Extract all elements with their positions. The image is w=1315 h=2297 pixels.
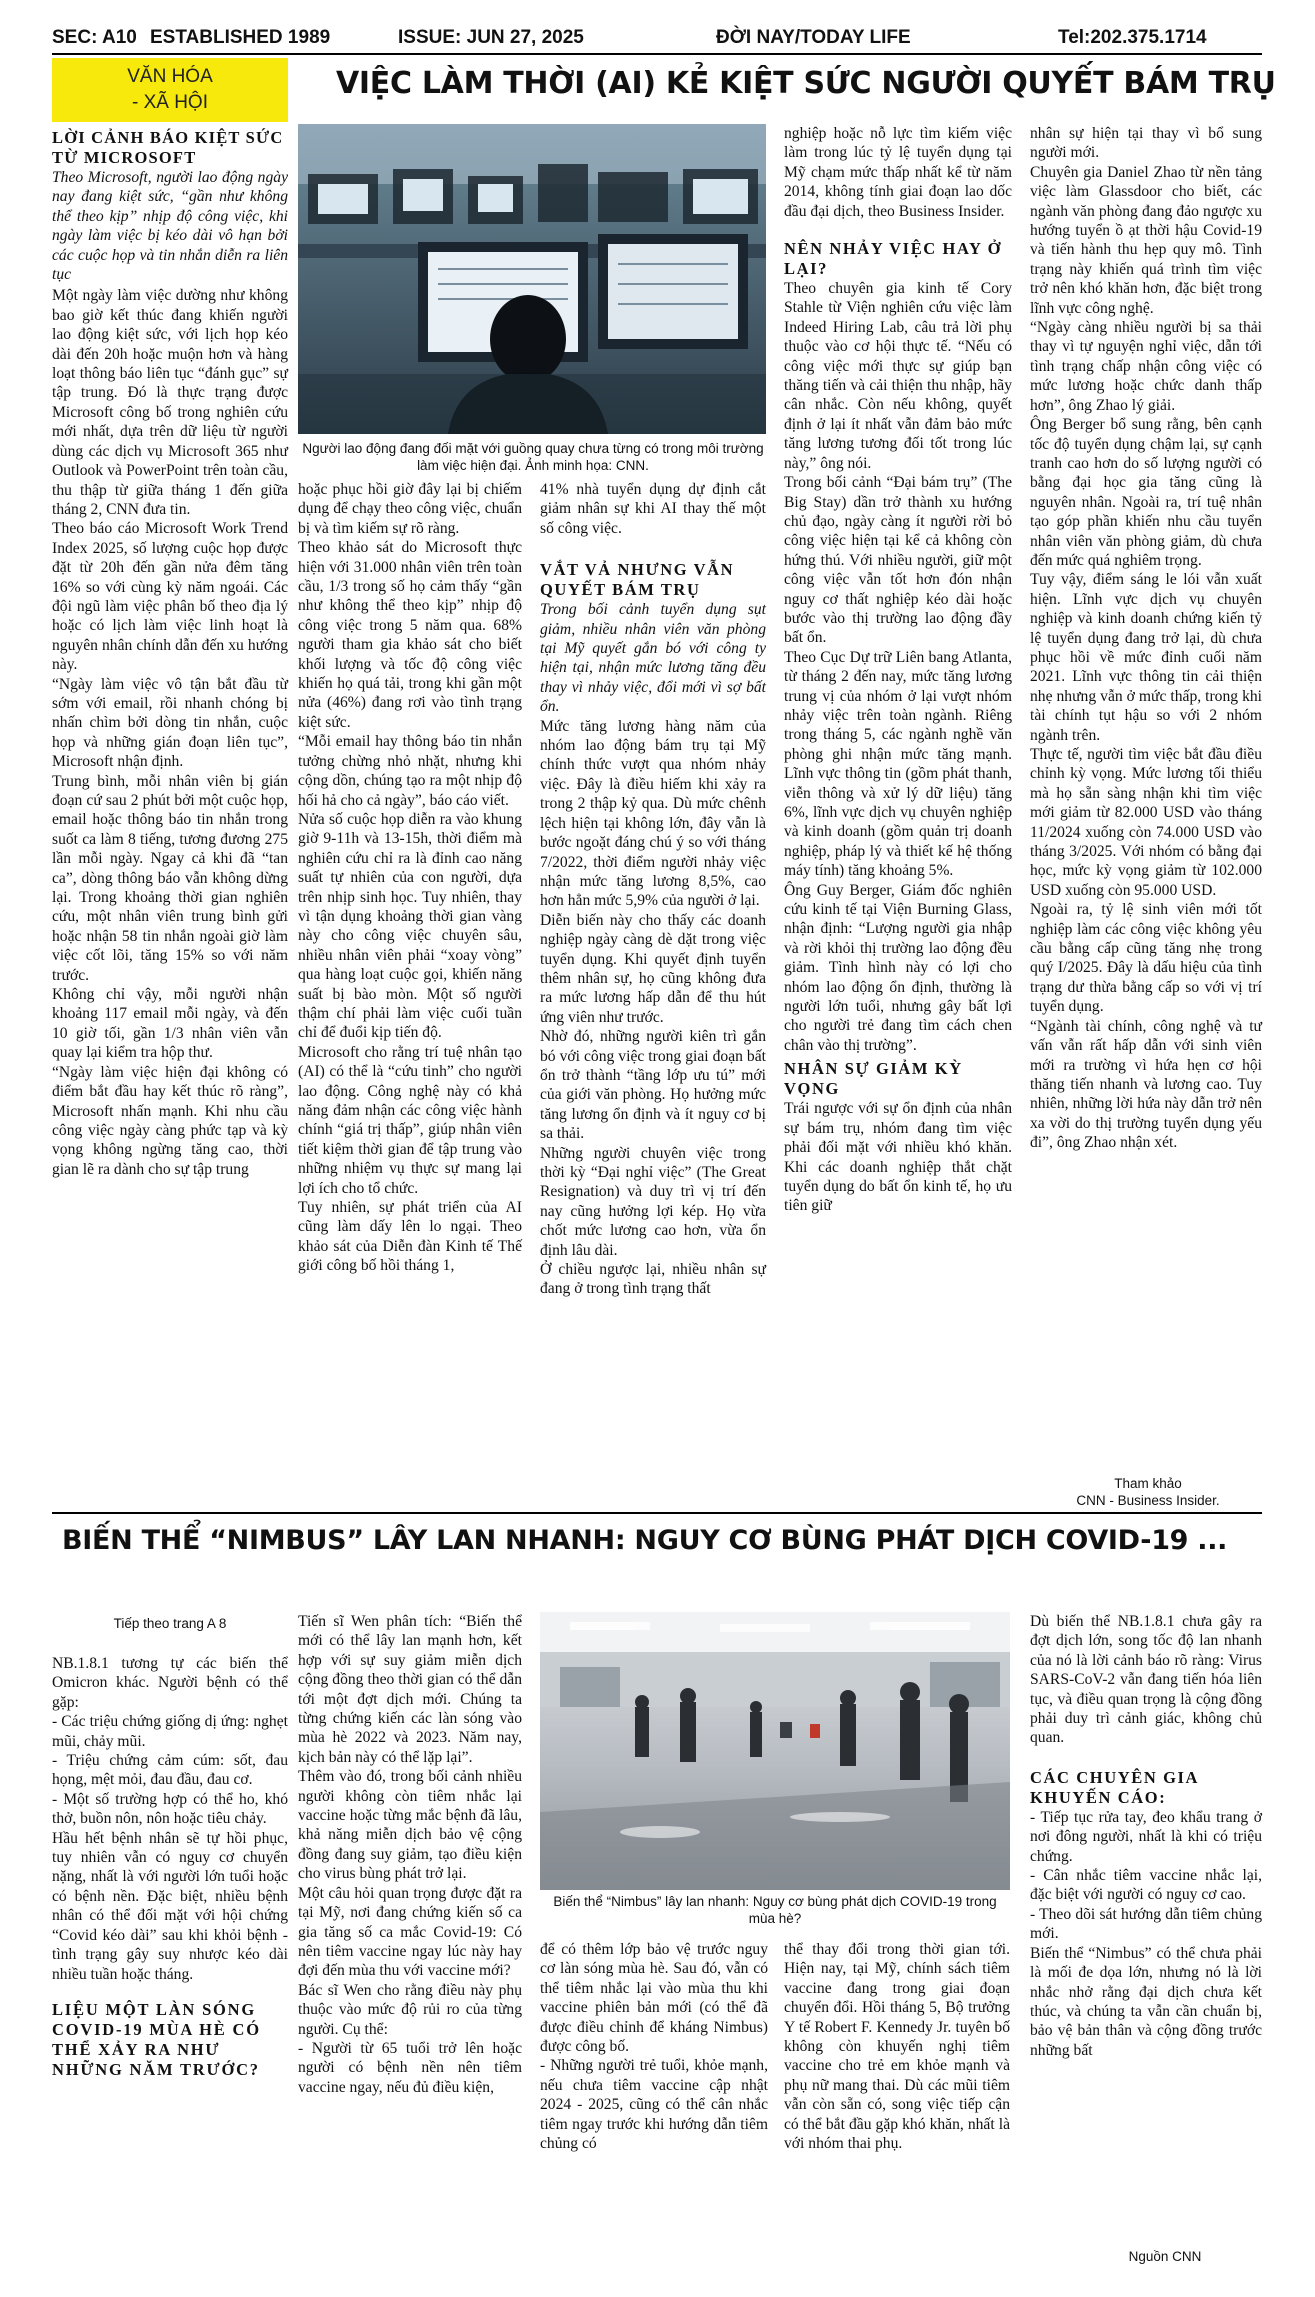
subhead-bam-tru: VẮT VẢ NHƯNG VẪN QUYẾT BÁM TRỤ [540, 560, 735, 600]
paragraph: “Ngày làm việc hiện đại không có điểm bắt đầu hay kết thúc rõ ràng”, Microsoft nhấn mạnh. Khi nhu cầu công việc ngày càng phức tạp và kỳ vọng không ngừng tăng cao, thời gian lẽ ra dành cho sự tập trung [52, 1063, 288, 1178]
paragraph: “Ngày càng nhiều người bị sa thải thay vì tự nguyện nghỉ việc, dẫn tới tình trạng chấp nhận công việc có mức lương hoặc chức danh thấp hơn”, ông Zhao lý giải. [1030, 319, 1262, 414]
paragraph: - Người từ 65 tuổi trở lên hoặc người có bệnh nền nên tiêm vaccine ngay, nếu đủ điều kiện, [298, 2039, 522, 2096]
paragraph: Diễn biến này cho thấy các doanh nghiệp ngày càng dè dặt trong việc tuyển dụng. Khi quyết định tuyển thêm nhân sự, họ cũng không đưa ra mức lương hấp dẫn để thu hút ứng viên như trước. [540, 911, 766, 1026]
paragraph: Nửa số cuộc họp diễn ra vào khung giờ 9-11h và 13-15h, thời điểm mà nghiên cứu chỉ ra là đỉnh cao năng suất tự nhiên của con người, dựa trên nhịp sinh học. Tuy nhiên, thay vì tận dụng khoảng thời gian vàng này cho công việc chuyên sâu, nhiều nhân viên phải “xoay vòng” qua hàng loạt cuộc gọi, khiến năng suất bị bào mòn. Một số người thậm chí phải làm việc cuối tuần chỉ để đuổi kịp tiến độ. [298, 810, 522, 1042]
phone-number: Tel:202.375.1714 [1058, 27, 1207, 48]
office-photo [298, 124, 766, 434]
article2-column-4 [784, 1940, 1010, 2153]
paragraph: Theo chuyên gia kinh tế Cory Stahle từ Viện nghiên cứu việc làm Indeed Hiring Lab, câu trả lời phụ thuộc vào cơ hội thực tế. “Nếu có công việc mới thực sự giúp bạn thăng tiến và cải thiện thu nhập, hãy cân nhắc. Còn nếu không, quyết định ở lại ít nhất vẫn đảm bảo mức tăng lương tương đối tốt trong lúc này,” ông nói. [784, 280, 1012, 472]
paragraph: Ngoài ra, tỷ lệ sinh viên mới tốt nghiệp làm các công việc không yêu cầu bằng cấp cũng tăng nhẹ trong quý I/2025. Đây là dấu hiệu của tình trạng dư thừa bằng cấp so với vị trí tuyển dụng. [1030, 901, 1262, 1016]
paragraph: Một câu hỏi quan trọng được đặt ra tại Mỹ, nơi đang chứng kiến số ca gia tăng số ca mắc Covid-19: Có nên tiêm vaccine ngay lúc này hay đợi đến mùa thu với vaccine mới? [298, 1884, 522, 1980]
publication-name: ĐỜI NAY/TODAY LIFE [716, 27, 911, 48]
header-rule [52, 53, 1262, 55]
source-names: CNN - Business Insider. [1076, 1493, 1220, 1508]
paragraph: Một ngày làm việc dường như không bao giờ kết thúc đang khiến người lao động kiệt sức, với lịch họp kéo dài đến 20h hoặc muộn hơn và hàng loạt thông báo liên tục “đánh gục” sự tập trung. Đó là thực trạng được Microsoft công bố trong nghiên cứu mới nhất, dựa trên dữ liệu từ người dùng các dịch vụ Microsoft 365 như Outlook và PowerPoint trên toàn cầu, thu thập từ giữa tháng 1 đến giữa tháng 2, CNN đưa tin. [52, 287, 288, 518]
paragraph: Ở chiều ngược lại, nhiều nhân sự đang ở trong tình trạng thất [540, 1261, 766, 1298]
article1-column-3 [540, 480, 766, 1299]
paragraph: Nhờ đó, những người kiên trì gắn bó với công việc trong giai đoạn bất ổn trở thành “tầng lớp ưu tú” mới của giới văn phòng. Họ hưởng mức tăng lương ổn định và ít nguy cơ bị sa thải. [540, 1028, 766, 1143]
paragraph: Trong bối cảnh “Đại bám trụ” (The Big Stay) dần trở thành xu hướng chủ đạo, ngày càng ít người rời bỏ công việc hiện tại kể cả không còn hứng thú. Với nhiều người, giữ một công việc vẫn tốt hơn đón nhận nguy cơ thất nghiệp kéo dài hoặc bước vào thị trường lao động đầy bất ổn. [784, 474, 1012, 647]
article2-photo-caption: Biến thể “Nimbus” lây lan nhanh: Nguy cơ bùng phát dịch COVID-19 trong mùa hè? [553, 1894, 997, 1926]
article1-column-5 [1030, 124, 1262, 1153]
paragraph: Ông Berger bổ sung rằng, bên cạnh tốc độ tuyển dụng chậm lại, sự cạnh tranh cao hơn do số lượng người có bằng đại học gia tăng cũng là nguyên nhân. Ngoài ra, trí tuệ nhân tạo góp phần khiến nhu cầu tuyển nhân viên văn phòng giảm, dù chưa đến mức quá nghiêm trọng. [1030, 416, 1262, 569]
paragraph: nghiệp hoặc nỗ lực tìm kiếm việc làm trong lúc tỷ lệ tuyển dụng tại Mỹ chạm mức thấp nhất kể từ năm 2014, không tính giai đoạn lao dốc đầu đại dịch, theo Business Insider. [784, 125, 1012, 220]
article2-column-5 [1030, 1612, 1262, 2060]
paragraph: Dù biến thể NB.1.8.1 chưa gây ra đợt dịch lớn, song tốc độ lan nhanh của nó là lời cảnh báo rõ ràng: Virus SARS-CoV-2 vẫn đang tiến hóa liên tục, và điều quan trọng là cộng đồng phải duy trì cảnh giác, không chủ quan. [1030, 1613, 1262, 1747]
paragraph: Microsoft cho rằng trí tuệ nhân tạo (AI) có thể là “cứu tinh” cho người lao động. Công nghệ này có khả năng đảm nhận các công việc hành chính “giá trị thấp”, giúp nhân viên tiết kiệm thời gian để tập trung vào những nhiệm vụ thực sự mang lại lợi ích cho tổ chức. [298, 1043, 522, 1197]
subhead-giam-ky-vong: NHÂN SỰ GIẢM KỲ VỌNG [784, 1059, 963, 1099]
article1-headline: VIỆC LÀM THỜI (AI) KẺ KIỆT SỨC NGƯỜI QUYẾT BÁM TRỤ [336, 66, 1276, 101]
subhead-nhay-viec: NÊN NHẢY VIỆC HAY Ở LẠI? [784, 239, 1003, 279]
paragraph: - Một số trường hợp có thể ho, khó thở, buồn nôn, nôn hoặc tiêu chảy. [52, 1790, 288, 1828]
lead-paragraph: Theo Microsoft, người lao động ngày nay đang kiệt sức, “gần như không thể theo kịp” nhịp độ công việc, khi ngày làm việc bị kéo dài vô hạn bởi các cuộc họp và tin nhắn diễn ra liên tục [52, 169, 288, 284]
paragraph: Biến thể “Nimbus” có thể chưa phải là mối đe dọa lớn, nhưng nó là lời nhắc nhở rằng đại dịch chưa kết thúc, và chúng ta vẫn cần chuẩn bị, bảo vệ bản thân và cộng đồng trước những bất [1030, 1944, 1262, 2059]
source-label: Tham khảo [1114, 1476, 1182, 1491]
paragraph: Trung bình, mỗi nhân viên bị gián đoạn cứ sau 2 phút bởi một cuộc họp, email hoặc thông báo tin nhắn trong suốt ca làm 8 tiếng, tương đương 275 lần mỗi ngày. Ngay cả khi đã “tan ca”, dòng thông báo vẫn không dừng lại. Trong khoảng thời gian nghiên cứu, một nhân viên trung bình gửi hoặc nhận 58 tin nhắn ngoài giờ làm việc cốt lõi, tăng 15% so với năm trước. [52, 772, 288, 984]
paragraph: 41% nhà tuyển dụng dự định cắt giảm nhân sự khi AI thay thế một số công việc. [540, 481, 766, 537]
established-label: ESTABLISHED 1989 [150, 27, 331, 48]
paragraph: - Triệu chứng cảm cúm: sốt, đau họng, mệt mỏi, đau đầu, đau cơ. [52, 1752, 288, 1789]
paragraph: thể thay đổi trong thời gian tới. Hiện nay, tại Mỹ, chính sách tiêm vaccine đang trong giai đoạn chuyển đổi. Hồi tháng 5, Bộ trưởng Y tế Robert F. Kennedy Jr. tuyên bố không còn khuyến nghị tiêm vaccine cho trẻ em khỏe mạnh và phụ nữ mang thai. Dù các mũi tiêm vẫn còn sẵn có, song việc tiếp cận có thể bắt đầu gặp khó khăn, nhất là với nhóm thai phụ. [784, 1941, 1010, 2153]
paragraph: - Những người trẻ tuổi, khỏe mạnh, nếu chưa tiêm vaccine cập nhật 2024 - 2025, cũng có thể cân nhắc tiêm ngay trước khi hướng dẫn tiêm chủng có [540, 2057, 768, 2153]
article2-headline: BIẾN THỂ “NIMBUS” LÂY LAN NHANH: NGUY CƠ BÙNG PHÁT DỊCH COVID-19 ... [62, 1525, 1228, 1556]
paragraph: Chuyên gia Daniel Zhao từ nền tảng việc làm Glassdoor cho biết, các ngành văn phòng đang đảo ngược xu hướng tuyển ồ ạt thời hậu Covid-19 và tiến hành thu hẹp quy mô. Tình trạng này khiến quá trình tìm việc trở nên khó khăn hơn, đặc biệt trong lĩnh vực công nghệ. [1030, 163, 1262, 317]
category-line-2: - XÃ HỘI [131, 92, 208, 113]
paragraph: Bác sĩ Wen cho rằng điều này phụ thuộc vào mức độ rủi ro của từng người. Cụ thể: [298, 1981, 522, 2038]
paragraph: Theo báo cáo Microsoft Work Trend Index 2025, số lượng cuộc họp được đặt từ 20h đến gần nửa đêm tăng 16% so với cùng kỳ năm ngoái. Các đội ngũ làm việc phân bố theo địa lý hoặc có lịch làm việc linh hoạt là nguyên nhân chính dẫn đến xu hướng này. [52, 520, 288, 674]
paragraph: Hầu hết bệnh nhân sẽ tự hồi phục, tuy nhiên vẫn có nguy cơ chuyển nặng, nhất là với người lớn tuổi hoặc có bệnh nền. Đặc biệt, nhiều bệnh nhân có thể đối mặt với hội chứng “Covid kéo dài” sau khi khỏi bệnh - tình trạng gây suy nhược kéo dài nhiều tuần hoặc tháng. [52, 1829, 288, 1983]
italic-paragraph: Trong bối cảnh tuyển dụng sụt giảm, nhiều nhân viên văn phòng tại Mỹ quyết gắn bó với công ty hiện tại, nhận mức lương tăng đều thay vì nhảy việc, đổi mới vì sợ bất ổn. [540, 601, 766, 716]
paragraph: “Mỗi email hay thông báo tin nhắn tưởng chừng nhỏ nhặt, nhưng khi cộng dồn, chúng tạo ra một nhịp độ hối hả cho cả ngày”, báo cáo viết. [298, 733, 522, 809]
article1-source [1048, 1475, 1248, 1509]
paragraph: Tiến sĩ Wen phân tích: “Biến thể mới có thể lây lan mạnh hơn, kết hợp với sự suy giảm miễn dịch cộng đồng theo thời gian có thể dẫn tới một đợt dịch mới. Chúng ta từng chứng kiến các làn sóng vào mùa hè 2022 và 2023. Năm nay, kịch bản này có thể lặp lại”. [298, 1613, 522, 1766]
airport-photo [540, 1612, 1010, 1890]
paragraph: hoặc phục hồi giờ đây lại bị chiếm dụng để chạy theo công việc, chuẩn bị và tìm kiếm sự rõ ràng. [298, 481, 522, 537]
subhead-microsoft: LỜI CẢNH BÁO KIỆT SỨC TỪ MICROSOFT [52, 128, 284, 167]
paragraph: “Ngành tài chính, công nghệ và tư vấn vẫn rất hấp dẫn với sinh viên mới ra trường vì hứa hẹn cơ hội thăng tiến nhanh và lương cao. Tuy nhiên, những lời hứa này dẫn trở nên xa vời do thị trường tuyển dụng yếu đi”, ông Zhao nhận xét. [1030, 1017, 1262, 1152]
paragraph: Những người chuyên việc trong thời kỳ “Đại nghỉ việc” (The Great Resignation) và duy trì vị trí đến nay cũng hưởng lợi kép. Họ vừa chốt mức lương cao hơn, vừa ổn định lâu dài. [540, 1144, 766, 1259]
paragraph: Theo khảo sát do Microsoft thực hiện với 31.000 nhân viên trên toàn cầu, 1/3 trong số họ cảm thấy “gần như không thể theo kịp” nhịp độ công việc trong 5 năm qua. 68% người tham gia khảo sát cho biết khối lượng và tốc độ công việc khiến họ quá tải, trong khi gần một nửa (46%) đang rơi vào tình trạng kiệt sức. [298, 539, 522, 731]
category-line-1: VĂN HÓA [127, 66, 213, 87]
paragraph: - Các triệu chứng giống dị ứng: nghẹt mũi, chảy mũi. [52, 1713, 288, 1750]
article-divider [52, 1512, 1262, 1514]
article1-column-1 [52, 128, 288, 1179]
article2-column-3 [540, 1940, 768, 2153]
paragraph: Tuy nhiên, sự phát triển của AI cũng làm dấy lên lo ngại. Theo khảo sát của Diễn đàn Kinh tế Thế giới công bố hồi tháng 1, [298, 1199, 522, 1275]
paragraph: Tuy vậy, điểm sáng le lói vẫn xuất hiện. Lĩnh vực dịch vụ chuyên nghiệp và kinh doanh chứng kiến tỷ lệ tuyển dụng đang trở lại, dù chưa phục hồi về mức đỉnh cuối năm 2021. Lĩnh vực thông tin cải thiện nhẹ nhưng vẫn ở mức thấp, trong khi tài chính tụt hậu so với 2 nhóm ngành trên. [1030, 571, 1262, 744]
paragraph: NB.1.8.1 tương tự các biến thể Omicron khác. Người bệnh có thể gặp: [52, 1655, 288, 1711]
issue-date: ISSUE: JUN 27, 2025 [398, 27, 584, 48]
paragraph: Ông Guy Berger, Giám đốc nghiên cứu kinh tế tại Viện Burning Glass, nhận định: “Lượng người gia nhập và rời khỏi thị trường lao động đều giảm. Tình hình này có lợi cho nhóm lao động ổn định, thường là người lớn tuổi, nhưng gây bất lợi cho người trẻ đang tìm cách chen chân vào thị trường”. [784, 881, 1012, 1054]
paragraph: Thực tế, người tìm việc bắt đầu điều chỉnh kỳ vọng. Mức lương tối thiểu mà họ sẵn sàng nhận khi tìm việc mới giảm từ 82.000 USD vào tháng 11/2024 xuống còn 74.000 USD vào tháng 3/2025. Với nhóm có bằng đại học, mức kỳ vọng giảm từ 102.000 USD xuống còn 95.000 USD. [1030, 746, 1262, 899]
article2-source: Nguồn CNN [1128, 2249, 1202, 2264]
article2-column-2 [298, 1612, 522, 2097]
paragraph: nhân sự hiện tại thay vì bổ sung người mới. [1030, 125, 1262, 162]
section-label: SEC: A10 [52, 27, 137, 48]
continued-note: Tiếp theo trang A 8 [113, 1616, 227, 1631]
article1-photo-caption: Người lao động đang đối mặt với guồng quay chưa từng có trong môi trường làm việc hiện đại. Ảnh minh họa: CNN. [302, 441, 764, 473]
article1-column-4 [784, 124, 1012, 1216]
paragraph: Theo Cục Dự trữ Liên bang Atlanta, từ tháng 2 đến nay, mức tăng lương trung vị của nhóm ở lại vượt nhóm nhảy việc trên toàn ngành. Riêng trong tháng 5, các ngành nghề văn phòng ghi nhận mức tăng mạnh. Lĩnh vực thông tin (gồm phát thanh, viễn thông và xử lý dữ liệu) tăng 6%, lĩnh vực dịch vụ chuyên nghiệp và kinh doanh (gồm quản trị doanh nghiệp, pháp lý và thiết kế hệ thống máy tính) tăng khoảng 5%. [784, 648, 1012, 880]
article2-column-1 [52, 1654, 288, 2080]
paragraph: để có thêm lớp bảo vệ trước nguy cơ làn sóng mùa hè. Sau đó, vẫn có thể tiêm nhắc lại vào mùa thu khi vaccine phiên bản mới (có thể đã được điều chỉnh để kháng Nimbus) được công bố. [540, 1941, 768, 2056]
paragraph: “Ngày làm việc vô tận bắt đầu từ sớm với email, rồi nhanh chóng bị nhấn chìm bởi dòng tin nhắn, cuộc họp và những gián đoạn liên tục”, Microsoft nhận định. [52, 675, 288, 771]
paragraph: - Theo dõi sát hướng dẫn tiêm chủng mới. [1030, 1905, 1262, 1943]
paragraph: Thêm vào đó, trong bối cảnh nhiều người không còn tiêm nhắc lại vaccine hoặc từng mắc bệnh đã lâu, khả năng miễn dịch bảo vệ cộng đồng đang suy giảm, tạo điều kiện cho virus bùng phát trở lại. [298, 1768, 522, 1883]
subhead-experts: CÁC CHUYÊN GIA KHUYẾN CÁO: [1030, 1767, 1199, 1807]
paragraph: Mức tăng lương hàng năm của nhóm lao động bám trụ tại Mỹ chính thức vượt qua nhóm nhảy việc. Đây là điều hiếm khi xảy ra trong 2 thập kỷ qua. Dù mức chênh lệch hiện tại không lớn, đây vẫn là bước ngoặt đáng chú ý so với tháng 7/2022, thời điểm người nhảy việc nhận mức tăng lương 8,5%, cao hơn hẳn mức 5,9% của người ở lại. [540, 717, 766, 910]
paragraph: - Cân nhắc tiêm vaccine nhắc lại, đặc biệt với người có nguy cơ cao. [1030, 1867, 1262, 1904]
article1-column-2 [298, 480, 522, 1276]
category-box [52, 58, 288, 122]
paragraph: Không chỉ vậy, mỗi người nhận khoảng 117 email mỗi ngày, và đến 10 giờ tối, gần 1/3 nhân viên vẫn quay lại kiểm tra hộp thư. [52, 986, 288, 1062]
subhead-covid-wave: LIỆU MỘT LÀN SÓNG COVID-19 MÙA HÈ CÓ THỂ XẢY RA NHƯ NHỮNG NĂM TRƯỚC? [52, 1999, 261, 2079]
paragraph: - Tiếp tục rửa tay, đeo khẩu trang ở nơi đông người, nhất là khi có triệu chứng. [1030, 1808, 1262, 1865]
paragraph: Trái ngược với sự ổn định của nhân sự bám trụ, nhóm đang tìm việc phải đối mặt với nhiều khó khăn. Khi các doanh nghiệp thắt chặt tuyển dụng do bất ổn kinh tế, họ ưu tiên giữ [784, 1100, 1012, 1215]
